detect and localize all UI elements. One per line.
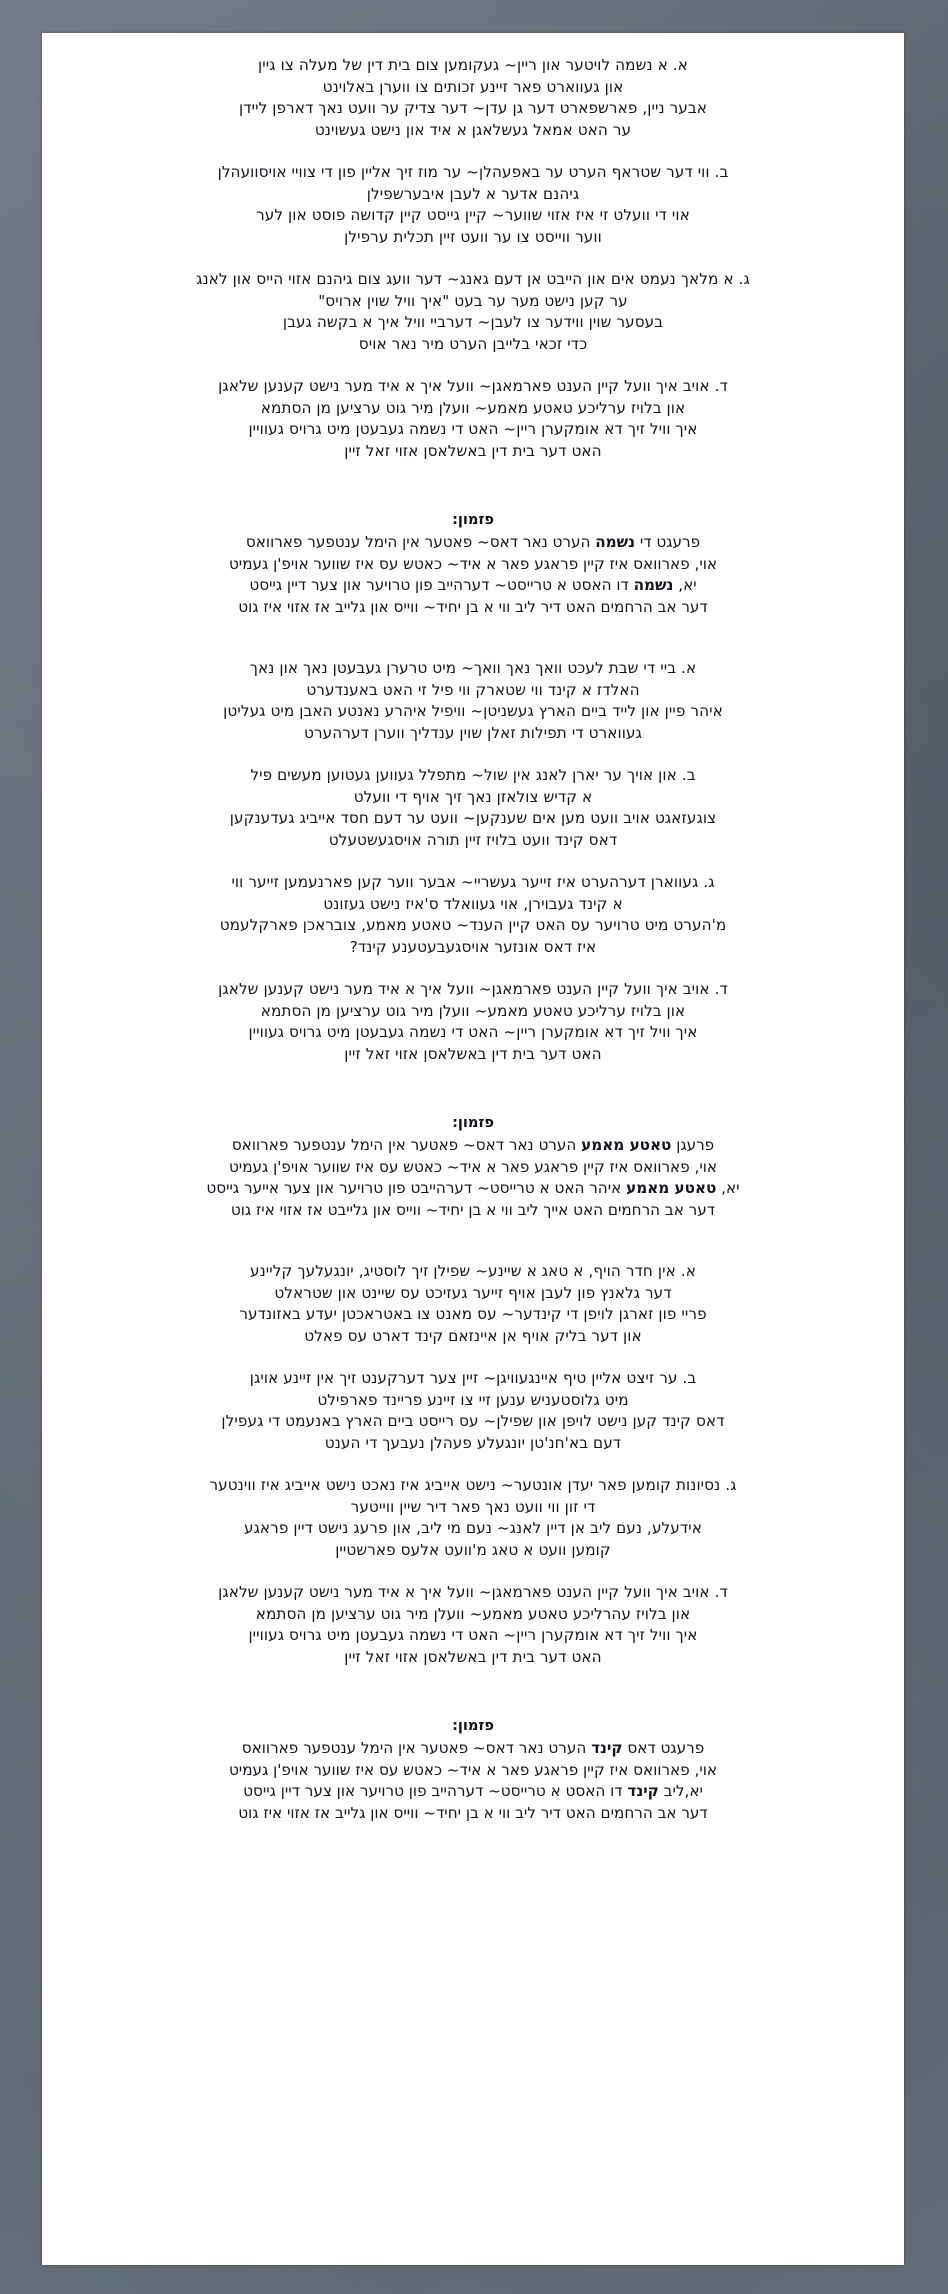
stanza-line: א. א נשמה לויטער און ריין~ געקומען צום בית דין של מעלה צו גיין (258, 56, 688, 74)
stanza-line: געווארט די תפילות זאלן שוין ענדליך ווערן דערהערט (304, 723, 642, 742)
chorus-text: דו האסט א טרייסט~ דערהייב פון טרויער און צער דיין גייסט (243, 1782, 628, 1800)
song-gap (102, 1221, 844, 1261)
chorus-line (102, 554, 844, 576)
stanza-line: כדי זכאי בלייבן הערט מיר נאר אויס (358, 334, 588, 353)
stanza-line: מ'הערט מיט טרויער עס האט קיין הענד~ טאטע מאמע, צובראכן פארקלעמט (219, 916, 727, 934)
stanza (102, 1475, 844, 1561)
chorus-keyword: טאטע מאמע (626, 1179, 717, 1197)
song-section (102, 658, 844, 1221)
stanza-line: און בלויז עהרליכע טאטע מאמע~ וועלן מיר גוט ערציען מן הסתמא (255, 1604, 691, 1623)
chorus-keyword: קינד (591, 1739, 623, 1757)
chorus-line (102, 1803, 844, 1825)
chorus-spacer (102, 1086, 844, 1112)
stanza-line: קומען וועט א טאג מ'וועט אלעס פארשטיין (335, 1540, 611, 1559)
stanza (102, 979, 844, 1065)
stanza-line: ווער ווייסט צו ער וועט זיין תכלית ערפילן (344, 227, 602, 246)
stanza (102, 376, 844, 462)
chorus-spacer (102, 483, 844, 509)
chorus-text: יא, (673, 576, 697, 594)
chorus-text: דו האסט א טרייסט~ דערהייב פון טרויער און צער דיין גייסט (249, 576, 634, 594)
stanza-line: איך וויל זיך דא אומקערן ריין~ האט די נשמה געבעטן מיט גרויס געוויין (248, 420, 698, 438)
stanza-line: ד. אויב איך וועל קיין הענט פארמאגן~ וועל איך א איד מער נישט קענען שלאגן (218, 377, 728, 395)
chorus-line (102, 1760, 844, 1782)
chorus-text: אוי, פארוואס איז קיין פראגע פאר א איד~ כאטש עס איז שווער אויפ'ן געמיט (228, 554, 718, 573)
chorus-block (102, 1715, 844, 1824)
stanza-line: א קינד געבוירן, אוי געוואלד ס'איז נישט געזונט (323, 894, 623, 913)
stanza-line: ער קען נישט מער ער בעט "איך וויל שוין ארויס" (318, 291, 628, 310)
stanza-line: דעם בא'חנ'טן יונגעלע פעהלן נעבעך די הענט (324, 1433, 622, 1452)
stanza-line: האט דער בית דין באשלאסן אזוי זאל זיין (344, 441, 602, 460)
stanza-line: ג. א מלאך נעמט אים און הייבט אן דעם גאנג~ דער וועג צום גיהנם אזוי הייס און לאנג (196, 270, 750, 288)
stanza-line: ב. און אויך ער יארן לאנג אין שול~ מתפלל געווען געטוען מעשים פיל (250, 766, 696, 784)
chorus-block (102, 509, 844, 618)
chorus-text: אוי, פארוואס איז קיין פראגע פאר א איד~ כאטש עס איז שווער אויפ'ן געמיט (228, 1760, 718, 1779)
stanza-line: דאס קינד קען נישט לויפן און שפילן~ עס רייסט ביים הארץ באנעמט די געפילן (221, 1412, 725, 1430)
stanza-line: בעסער שוין ווידער צו לעבן~ דערביי וויל איך א בקשה געבן (282, 313, 664, 331)
chorus-line (102, 1200, 844, 1222)
stanza-line: ער האט אמאל געשלאגן א איד און נישט געשוינט (314, 120, 632, 139)
stanza (102, 765, 844, 851)
chorus-line (102, 532, 844, 554)
stanza-line: ב. ווי דער שטראף הערט ער באפעהלן~ ער מוז זיך אליין פון די צוויי אויסוועהלן (217, 163, 729, 181)
stanza (102, 872, 844, 958)
chorus-text: יא,ליב (658, 1782, 703, 1800)
chorus-text: דער אב הרחמים האט דיר ליב ווי א בן יחיד~ ווייס און גלייב אז אזוי איז גוט (238, 1803, 708, 1822)
stanza-line: האט דער בית דין באשלאסן אזוי זאל זיין (344, 1647, 602, 1666)
stanza-line: איז דאס אונזער אויסגעבעטענע קינד? (349, 937, 597, 956)
chorus-spacer (102, 1689, 844, 1715)
stanza (102, 658, 844, 744)
chorus-text: יא, (716, 1179, 740, 1197)
song-list (102, 55, 844, 1824)
song-section (102, 55, 844, 618)
stanza-line: פריי פון זארגן לויפן די קינדער~ עס מאנט צו באטראכטן יעדע באזונדער (239, 1305, 707, 1323)
stanza-line: צוגעזאגט אויב וועט מען אים שענקען~ וועט ער דעם חסד אייביג געדענקען (229, 809, 717, 827)
chorus-line (102, 1781, 844, 1803)
chorus-heading: פזמון: (452, 511, 494, 528)
stanza (102, 1368, 844, 1454)
chorus-text: הערט נאר דאס~ פאטער אין הימל ענטפער פארוואס (231, 1136, 582, 1154)
chorus-line (102, 597, 844, 619)
stanza-line: גיהנם אדער א לעבן איבערשפילן (366, 184, 580, 203)
stanza-line: האט דער בית דין באשלאסן אזוי זאל זיין (344, 1044, 602, 1063)
chorus-line (102, 1157, 844, 1179)
stanza-line: און בלויז ערליכע טאטע מאמע~ וועלן מיר גוט ערציען מן הסתמא (260, 398, 686, 417)
song-gap (102, 618, 844, 658)
stanza-line: ד. אויב איך וועל קיין הענט פארמאגן~ וועל איך א איד מער נישט קענען שלאגן (218, 1583, 728, 1601)
chorus-text: הערט נאר דאס~ פאטער אין הימל ענטפער פארוואס (241, 1739, 592, 1757)
stanza-line: און דער בליק אויף אן איינזאם קינד דארט עס פאלט (304, 1326, 642, 1345)
document-page (42, 33, 904, 2265)
stanza-line: די זון ווי וועט נאך פאר דיר שיין ווייטער (350, 1497, 596, 1516)
song-section (102, 1261, 844, 1824)
stanza-line: אוי די וועלט זי איז אזוי שווער~ קיין גייסט קיין קדושה פוסט און לער (256, 206, 690, 224)
stanza-line: דער גלאנץ פון לעבן אויף זייער געזיכט עס שיינט און שטראלט (274, 1283, 672, 1302)
chorus-text: דער אב הרחמים האט דיר ליב ווי א בן יחיד~ ווייס און גלייב אז אזוי איז גוט (238, 597, 708, 616)
stanza-line: א קדיש צולאזן נאך זיך אויף די וועלט (353, 787, 593, 806)
stanza-line: אבער ניין, פארשפארט דער גן עדן~ דער צדיק ער וועט נאך דארפן ליידן (238, 99, 708, 117)
stanza (102, 269, 844, 355)
chorus-text: אוי, פארוואס איז קיין פראגע פאר א איד~ כאטש עס איז שווער אויפ'ן געמיט (228, 1157, 718, 1176)
stanza (102, 1261, 844, 1347)
chorus-line (102, 1738, 844, 1760)
stanza-line: ג. נסיונות קומען פאר יעדן אונטער~ נישט אייביג איז נאכט נישט אייביג איז ווינטער (209, 1476, 737, 1494)
chorus-line (102, 1135, 844, 1157)
chorus-block (102, 1112, 844, 1221)
chorus-line (102, 1178, 844, 1200)
stanza (102, 1582, 844, 1668)
chorus-keyword: נשמה (595, 533, 636, 551)
chorus-keyword: נשמה (633, 576, 674, 594)
chorus-text: דער אב הרחמים האט אייך ליב ווי א בן יחיד~ ווייס און גלייבט אז אזוי איז גוט (230, 1200, 716, 1219)
stanza-line: אידעלע, נעם ליב אן דיין לאנג~ נעם מי ליב, און פרעג נישט דיין פראגע (243, 1519, 703, 1537)
chorus-text: איהר האט א טרייסט~ דערהייבט פון טרויער און צער אייער גייסט (206, 1179, 627, 1197)
stanza-line: האלדז א קינד ווי שטארק ווי פיל זי האט באענדערט (306, 680, 640, 699)
stanza-line: ד. אויב איך וועל קיין הענט פארמאגן~ וועל איך א איד מער נישט קענען שלאגן (218, 980, 728, 998)
chorus-keyword: טאטע מאמע (581, 1136, 672, 1154)
chorus-text: פרעגט די (635, 533, 701, 551)
stanza (102, 55, 844, 141)
chorus-keyword: קינד (627, 1782, 659, 1800)
page-content (42, 33, 904, 2265)
stanza-line: מיט גלוסטעניש ענען זיי צו זיינע פריינד פארפילט (317, 1390, 629, 1409)
stanza (102, 162, 844, 248)
stanza-line: א. ביי די שבת לעכט וואך נאך וואך~ מיט טרערן געבעטן נאך און נאך (249, 659, 697, 677)
chorus-heading: פזמון: (452, 1717, 494, 1734)
chorus-heading: פזמון: (452, 1114, 494, 1131)
stanza-line: איך וויל זיך דא אומקערן ריין~ האט די נשמה געבעטן מיט גרויס געוויין (248, 1023, 698, 1041)
chorus-text: הערט נאר דאס~ פאטער אין הימל ענטפער פארוואס (245, 533, 596, 551)
stanza-line: דאס קינד וועט בלויז זיין תורה אויסגעשטעלט (328, 830, 618, 849)
stanza-line: ג. געווארן דערהערט איז זייער געשריי~ אבער ווער קען פארנעמען זייער ווי (231, 873, 715, 891)
chorus-text: פרעגט דאס (622, 1739, 705, 1757)
stanza-line: און געווארט פאר זיינע זכותים צו ווערן באלוינט (322, 77, 624, 96)
stanza-line: איך וויל זיך דא אומקערן ריין~ האט די נשמה געבעטן מיט גרויס געוויין (248, 1626, 698, 1644)
chorus-text: פרעגן (671, 1136, 715, 1154)
stanza-line: א. אין חדר הויף, א טאג א שיינע~ שפילן זיך לוסטיג, יונגעלעך קליינע (250, 1262, 696, 1280)
stanza-line: ב. ער זיצט אליין טיף איינגעוויגן~ זיין צער דערקענט זיך אין זיינע אויגן (249, 1369, 697, 1387)
stanza-line: איהר פיין און לייד ביים הארץ געשניטן~ וויפיל איהרע נאנטע האבן מיט געליטן (223, 702, 723, 720)
stanza-line: און בלויז ערליכע טאטע מאמע~ וועלן מיר גוט ערציען מן הסתמא (260, 1001, 686, 1020)
chorus-line (102, 575, 844, 597)
